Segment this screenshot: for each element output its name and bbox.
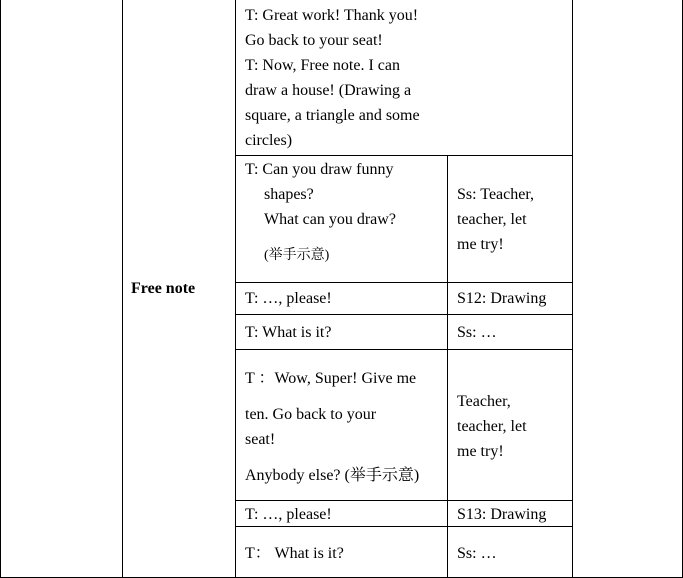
student-cell	[457, 502, 546, 527]
teacher-cell	[245, 320, 331, 345]
student-cell	[457, 182, 534, 257]
dialogue-line: teacher, let	[457, 211, 527, 228]
column-divider	[447, 155, 448, 578]
dialogue-line: Teacher,	[457, 393, 511, 410]
table-border-left	[0, 0, 1, 578]
dialogue-line: S12: Drawing	[457, 290, 547, 307]
dialogue-line: draw a house! (Drawing a	[245, 82, 412, 99]
section-label: Free note	[131, 280, 196, 297]
dialogue-line: T: Great work! Thank you!	[245, 7, 419, 24]
student-cell	[457, 389, 527, 464]
teacher-cell	[245, 541, 344, 566]
student-cell	[457, 320, 497, 345]
dialogue-line: seat!	[245, 431, 276, 448]
dialogue-line: T: Can you draw funny	[245, 161, 394, 178]
dialogue-line: shapes?	[264, 186, 314, 203]
dialogue-line: What can you draw?	[264, 211, 396, 228]
dialogue-line: T: …, please!	[245, 290, 332, 307]
dialogue-line: me try!	[457, 443, 504, 460]
row-divider	[235, 282, 573, 283]
dialogue-line: circles)	[245, 132, 293, 149]
student-cell	[457, 286, 546, 311]
dialogue-line: Ss: …	[457, 324, 497, 341]
row-divider	[235, 500, 573, 501]
teacher-cell	[245, 157, 396, 268]
teacher-cell	[245, 286, 332, 311]
row-divider	[235, 349, 573, 350]
dialogue-line: T ：Wow, Super! Give me	[245, 370, 417, 387]
column-divider	[235, 0, 236, 578]
column-divider	[572, 0, 573, 578]
row-divider	[235, 155, 573, 156]
column-divider	[122, 0, 123, 578]
dialogue-line: Ss: …	[457, 545, 497, 562]
dialogue-line: Anybody else? (举手示意)	[245, 467, 420, 484]
dialogue-line: T: Now, Free note. I can	[245, 57, 400, 74]
teacher-cell	[245, 3, 420, 153]
dialogue-line: S13: Drawing	[457, 506, 547, 523]
dialogue-line: square, a triangle and some	[245, 107, 420, 124]
dialogue-line: Ss: Teacher,	[457, 186, 535, 203]
dialogue-line: T: …, please!	[245, 506, 332, 523]
dialogue-line: T: What is it?	[245, 324, 332, 341]
row-divider	[235, 314, 573, 315]
student-cell	[457, 541, 497, 566]
dialogue-line: Go back to your seat!	[245, 32, 383, 49]
dialogue-line: teacher, let	[457, 418, 527, 435]
dialogue-line: (举手示意)	[264, 248, 330, 263]
dialogue-line: me try!	[457, 236, 504, 253]
teacher-cell	[245, 502, 332, 527]
dialogue-line: ten. Go back to your	[245, 406, 377, 423]
teacher-cell	[245, 366, 419, 488]
dialogue-line: T： What is it?	[245, 545, 344, 562]
